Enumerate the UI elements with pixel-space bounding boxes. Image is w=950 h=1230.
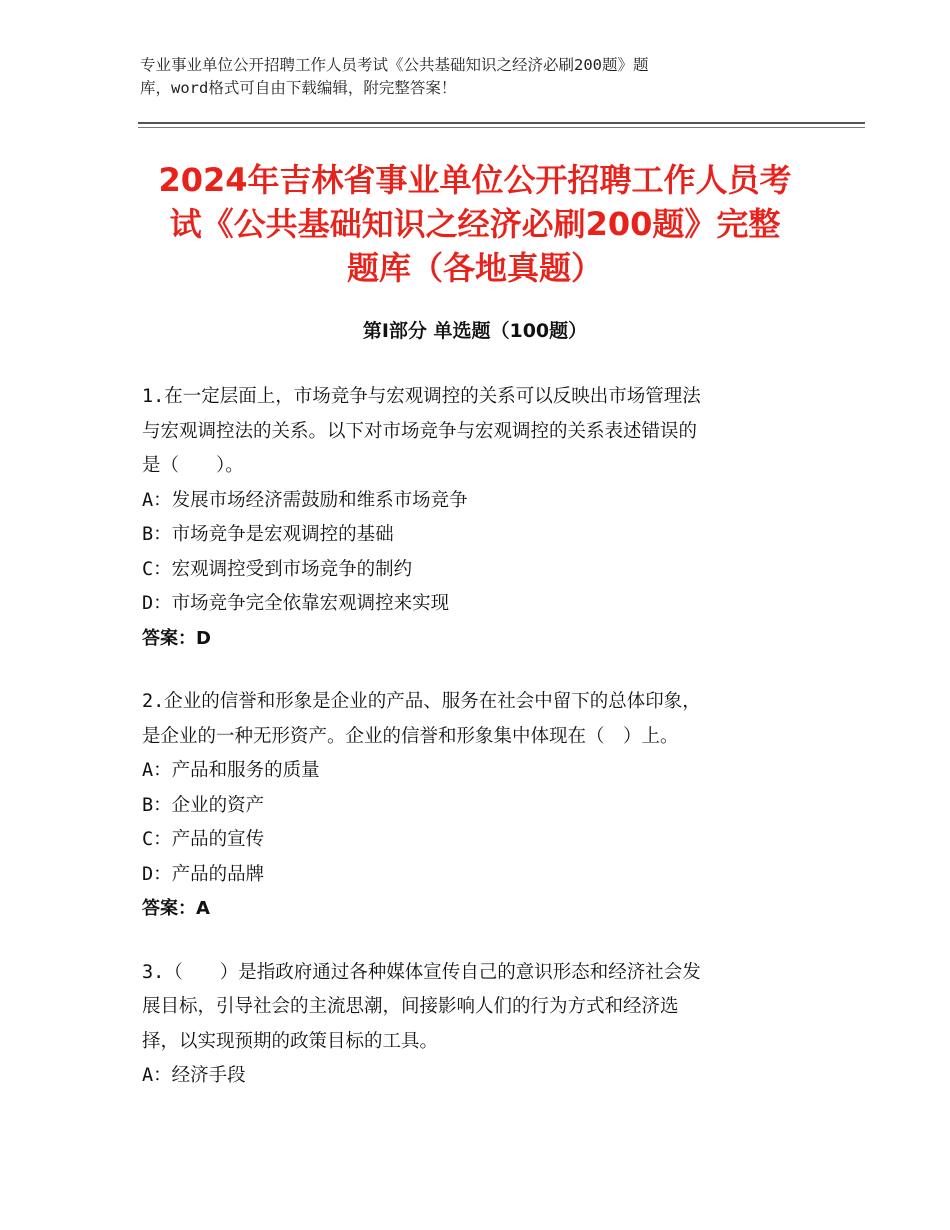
question-list	[142, 380, 822, 1123]
option-d: D：市场竞争完全依靠宏观调控来实现	[142, 593, 450, 614]
question-stem: 是（ ）。	[142, 455, 244, 476]
option-d: D：产品的品牌	[142, 863, 265, 885]
option-b: B：市场竞争是宏观调控的基础	[142, 524, 394, 545]
option-b: B：企业的资产	[142, 794, 265, 816]
question-stem: 3.（ ）是指政府通过各种媒体宣传自己的意识形态和经济社会发	[142, 961, 701, 983]
question-stem: 择，以实现预期的政策目标的工具。	[142, 1030, 439, 1052]
part-heading: 第Ⅰ部分 单选题（100题）	[362, 320, 588, 342]
question-stem: 2.企业的信誉和形象是企业的产品、服务在社会中留下的总体印象，	[142, 691, 701, 712]
header-note-line: 专业事业单位公开招聘工作人员考试《公共基础知识之经济必刷200题》题	[140, 56, 649, 74]
header-divider	[138, 122, 865, 124]
option-c: C：宏观调控受到市场竞争的制约	[142, 558, 413, 580]
header-note-line: 库，word格式可自由下载编辑，附完整答案！	[140, 79, 457, 97]
answer: 答案：A	[142, 898, 210, 919]
question-stem: 1.在一定层面上，市场竞争与宏观调控的关系可以反映出市场管理法	[142, 386, 701, 407]
question-1	[142, 380, 822, 656]
document-title	[110, 158, 840, 290]
header-divider-thin	[138, 127, 865, 128]
title-line: 2024年吉林省事业单位公开招聘工作人员考	[158, 161, 792, 199]
option-c: C：产品的宣传	[142, 829, 265, 850]
title-line: 试《公共基础知识之经济必刷200题》完整	[169, 205, 781, 243]
question-stem: 是企业的一种无形资产。企业的信誉和形象集中体现在（ ）上。	[142, 725, 679, 747]
option-a: A：产品和服务的质量	[142, 760, 320, 781]
question-2	[142, 685, 822, 927]
question-stem: 与宏观调控法的关系。以下对市场竞争与宏观调控的关系表述错误的	[142, 420, 698, 442]
question-3	[142, 956, 822, 1094]
title-line: 题库（各地真题）	[346, 249, 603, 287]
option-a: A：发展市场经济需鼓励和维系市场竞争	[142, 489, 468, 511]
question-stem: 展目标，引导社会的主流思潮，间接影响人们的行为方式和经济选	[142, 996, 679, 1017]
answer: 答案：D	[142, 627, 211, 649]
header-note	[140, 54, 780, 100]
option-a: A：经济手段	[142, 1065, 246, 1086]
